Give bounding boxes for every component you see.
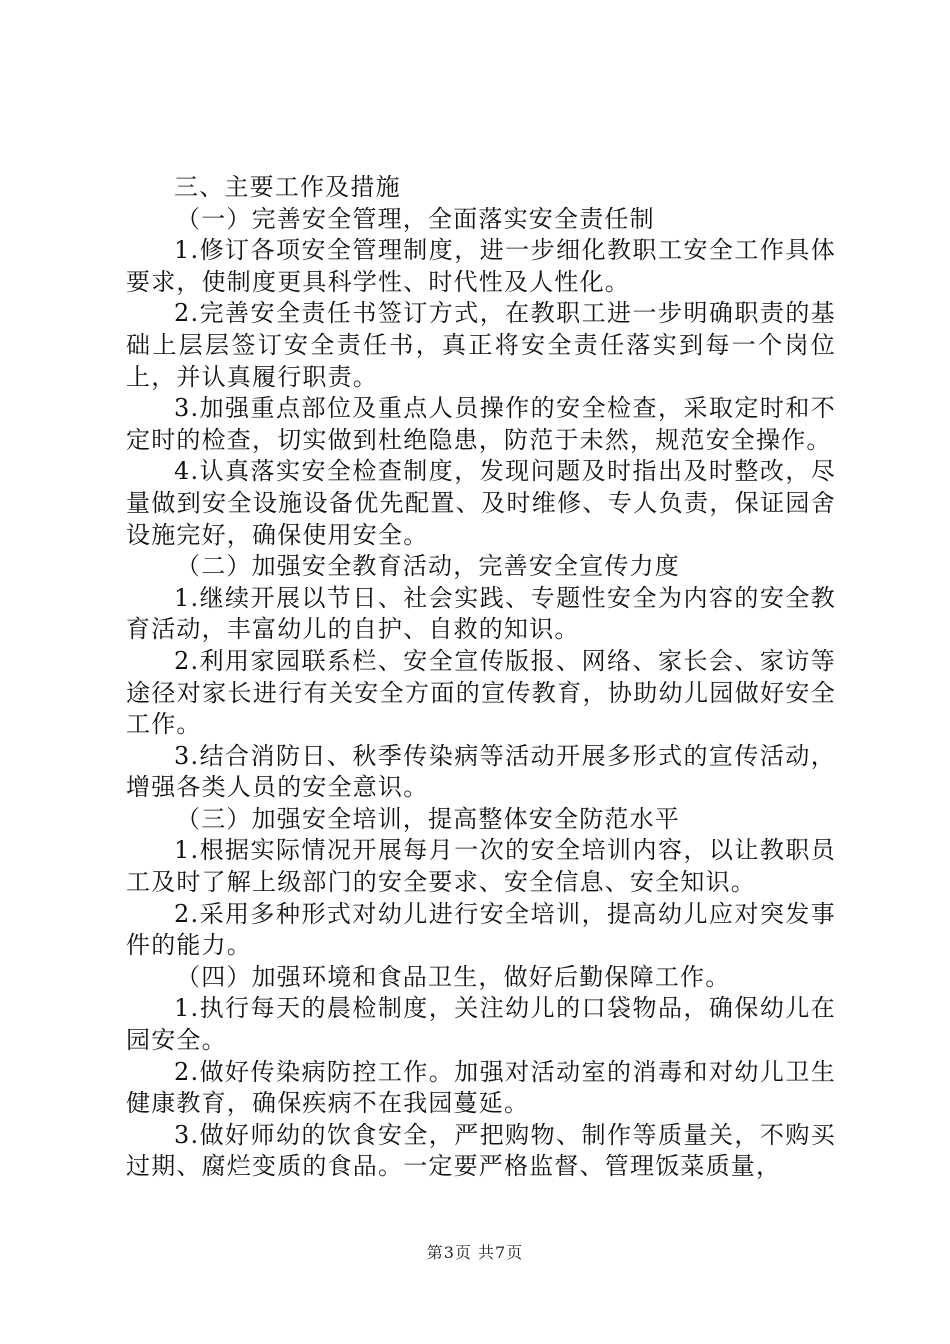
paragraph-1-3: 3.加强重点部位及重点人员操作的安全检查，采取定时和不定时的检查，切实做到杜绝隐患，防范于未然，规范安全操作。 <box>126 394 836 454</box>
page-number-footer: 第3页 共7页 <box>426 1243 524 1262</box>
paragraph-1-2: 2.完善安全责任书签订方式，在教职工进一步明确职责的基础上层层签订安全责任书，真正将安全责任落实到每一个岗位上，并认真履行职责。 <box>126 299 836 391</box>
paragraph-4-2: 2.做好传染病防控工作。加强对活动室的消毒和对幼儿卫生健康教育，确保疾病不在我园蔓延。 <box>126 1057 836 1118</box>
paragraph-2-1: 1.继续开展以节日、社会实践、专题性安全为内容的安全教育活动，丰富幼儿的自护、自救的知识。 <box>126 583 836 644</box>
paragraph-1-1: 1.修订各项安全管理制度，进一步细化教职工安全工作具体要求，使制度更具科学性、时代性及人性化。 <box>126 236 836 296</box>
paragraph-2-3: 3.结合消防日、秋季传染病等活动开展多形式的宣传活动，增强各类人员的安全意识。 <box>126 741 836 802</box>
section-heading: 三、主要工作及措施 <box>174 173 401 201</box>
subsection-heading-1: （一）完善安全管理，全面落实安全责任制 <box>176 204 655 233</box>
paragraph-4-1: 1.执行每天的晨检制度，关注幼儿的口袋物品，确保幼儿在园安全。 <box>126 994 836 1055</box>
document-body <box>126 172 836 1183</box>
paragraph-1-4: 4.认真落实安全检查制度，发现问题及时指出及时整改，尽量做到安全设施设备优先配置、及时维修、专人负责，保证园舍设施完好，确保使用安全。 <box>126 457 836 549</box>
subsection-heading-4: （四）加强环境和食品卫生，做好后勤保障工作。 <box>176 962 731 991</box>
subsection-heading-3: （三）加强安全培训，提高整体安全防范水平 <box>176 804 680 833</box>
paragraph-2-2: 2.利用家园联系栏、安全宣传版报、网络、家长会、家访等途径对家长进行有关安全方面的宣传教育，协助幼儿园做好安全工作。 <box>126 646 836 739</box>
subsection-heading-2: （二）加强安全教育活动，完善安全宣传力度 <box>176 552 680 581</box>
paragraph-3-2: 2.采用多种形式对幼儿进行安全培训，提高幼儿应对突发事件的能力。 <box>126 899 836 960</box>
paragraph-4-3: 3.做好师幼的饮食安全，严把购物、制作等质量关，不购买过期、腐烂变质的食品。一定要严格监督、管理饭菜质量， <box>126 1120 836 1181</box>
paragraph-3-1: 1.根据实际情况开展每月一次的安全培训内容，以让教职员工及时了解上级部门的安全要求、安全信息、安全知识。 <box>126 836 836 897</box>
